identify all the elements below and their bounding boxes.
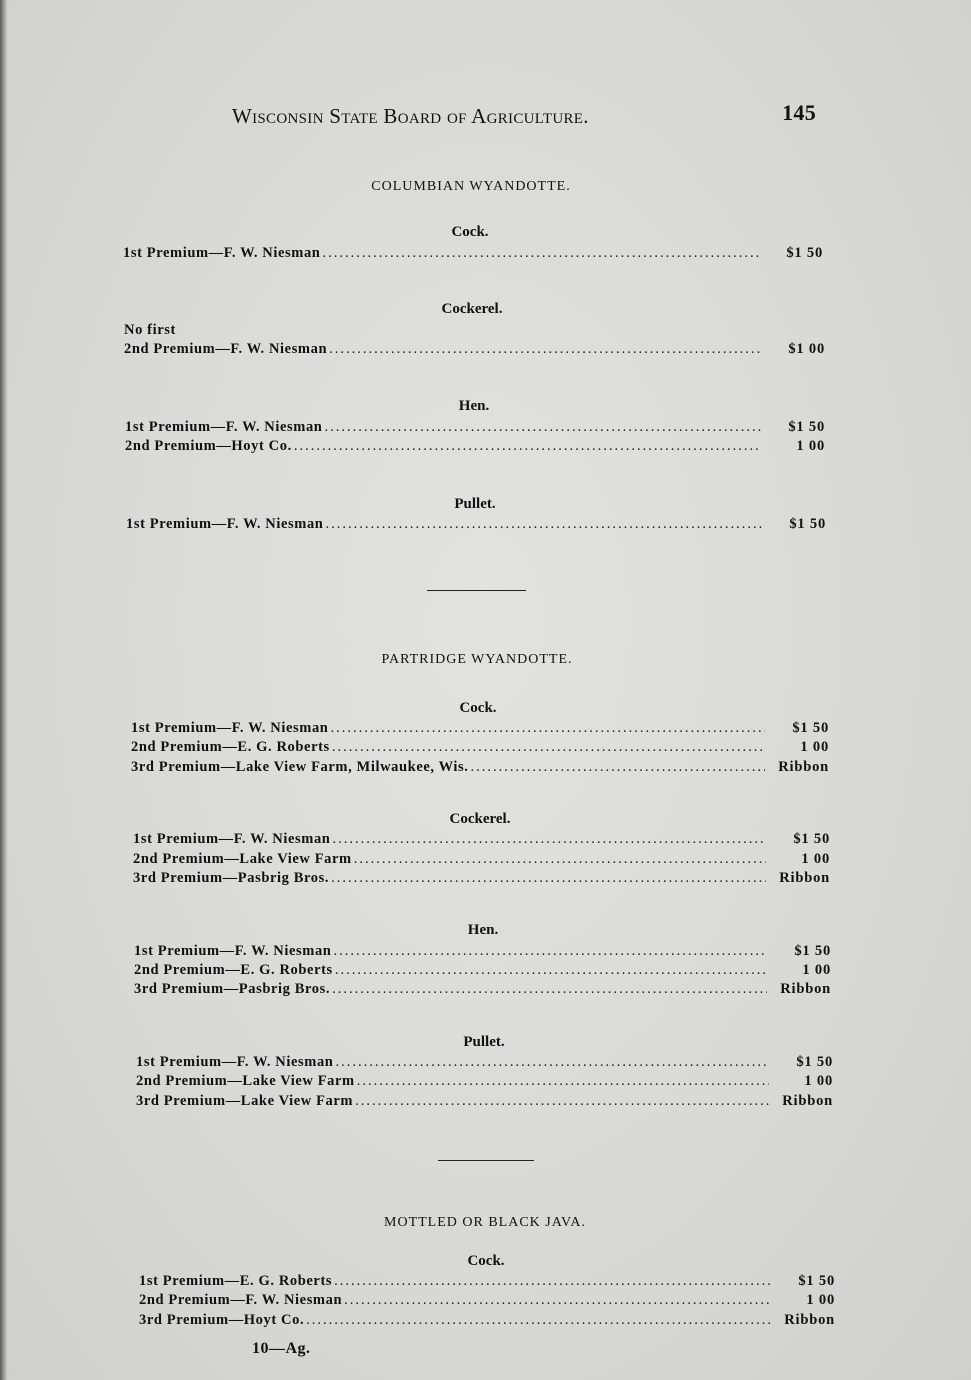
entry-label: 2nd Premium—F. W. Niesman bbox=[139, 1292, 343, 1308]
entry-amount: Ribbon bbox=[782, 1093, 833, 1109]
entry-label: 2nd Premium—Hoyt Co. bbox=[125, 438, 292, 454]
entry-label: 2nd Premium—E. G. Roberts bbox=[131, 739, 330, 755]
class-heading-cockerel: Cockerel. bbox=[449, 811, 511, 827]
dot-leader bbox=[325, 516, 762, 533]
premium-entry bbox=[133, 870, 830, 890]
entry-amount: 1 00 bbox=[800, 739, 829, 755]
premium-entry bbox=[139, 1312, 835, 1332]
premium-entry bbox=[131, 739, 829, 759]
entry-amount: 1 00 bbox=[802, 962, 831, 978]
premium-entry bbox=[139, 1273, 835, 1293]
premium-entry bbox=[131, 720, 829, 740]
premium-entry bbox=[133, 851, 830, 871]
entry-amount: $1 50 bbox=[792, 720, 829, 736]
entry-amount: $1 50 bbox=[796, 1054, 833, 1070]
premium-entry bbox=[133, 831, 830, 851]
premium-entry bbox=[134, 962, 831, 982]
entry-label: 3rd Premium—Lake View Farm bbox=[136, 1093, 354, 1109]
entry-amount: $1 50 bbox=[788, 419, 825, 435]
entry-label: 1st Premium—F. W. Niesman bbox=[126, 516, 324, 532]
class-heading-hen: Hen. bbox=[467, 922, 499, 938]
running-head bbox=[232, 100, 822, 134]
entry-amount: Ribbon bbox=[784, 1312, 835, 1328]
dot-leader bbox=[294, 438, 761, 455]
entry-amount: 1 00 bbox=[806, 1292, 835, 1308]
dot-leader bbox=[335, 962, 767, 979]
entry-amount: Ribbon bbox=[779, 870, 830, 886]
dot-leader bbox=[332, 739, 765, 756]
entry-amount: 1 00 bbox=[796, 438, 825, 454]
premium-entry bbox=[124, 341, 825, 361]
dot-leader bbox=[355, 1093, 769, 1110]
class-heading-pullet: Pullet. bbox=[463, 1034, 505, 1050]
dot-leader bbox=[354, 851, 766, 868]
entry-amount: Ribbon bbox=[780, 981, 831, 997]
entry-label: 1st Premium—F. W. Niesman bbox=[133, 831, 331, 847]
entry-label: 1st Premium—F. W. Niesman bbox=[131, 720, 329, 736]
premium-entry bbox=[139, 1292, 835, 1312]
dot-leader bbox=[333, 943, 767, 960]
dot-leader bbox=[335, 1054, 769, 1071]
class-heading-cock: Cock. bbox=[451, 224, 489, 240]
entry-amount: 1 00 bbox=[804, 1073, 833, 1089]
dot-leader bbox=[332, 831, 766, 848]
class-heading-cock: Cock. bbox=[467, 1253, 505, 1269]
section-divider bbox=[438, 1160, 534, 1161]
entry-label: 2nd Premium—Lake View Farm bbox=[136, 1073, 355, 1089]
dot-leader bbox=[324, 419, 761, 436]
dot-leader bbox=[334, 1273, 771, 1290]
running-head-title: Wisconsin State Board of Agriculture. bbox=[232, 104, 589, 128]
entry-label: 3rd Premium—Hoyt Co. bbox=[139, 1312, 305, 1328]
premium-entry bbox=[136, 1073, 833, 1093]
dot-leader bbox=[330, 720, 765, 737]
premium-entry bbox=[123, 245, 823, 265]
premium-entry bbox=[131, 759, 829, 779]
class-heading-pullet: Pullet. bbox=[454, 496, 496, 512]
entry-amount: $1 50 bbox=[798, 1273, 835, 1289]
premium-entry bbox=[136, 1054, 833, 1074]
section-title-partridge-wyandotte: PARTRIDGE WYANDOTTE. bbox=[381, 652, 573, 667]
signature-mark: 10—Ag. bbox=[252, 1340, 311, 1357]
class-heading-hen: Hen. bbox=[458, 398, 490, 414]
book-spine-shadow bbox=[0, 0, 8, 1380]
section-divider bbox=[427, 590, 526, 591]
section-title-columbian-wyandotte: COLUMBIAN WYANDOTTE. bbox=[371, 179, 571, 194]
dot-leader bbox=[332, 981, 767, 998]
entry-label: 1st Premium—F. W. Niesman bbox=[125, 419, 323, 435]
entry-label: 1st Premium—F. W. Niesman bbox=[134, 943, 332, 959]
no-first-note: No first bbox=[124, 322, 176, 338]
dot-leader bbox=[357, 1073, 769, 1090]
dot-leader bbox=[471, 759, 765, 776]
dot-leader bbox=[344, 1292, 771, 1309]
premium-entry bbox=[125, 419, 825, 439]
entry-amount: Ribbon bbox=[778, 759, 829, 775]
premium-entry bbox=[134, 981, 831, 1001]
class-heading-cockerel: Cockerel. bbox=[441, 301, 503, 317]
entry-label: 2nd Premium—Lake View Farm bbox=[133, 851, 352, 867]
premium-entry bbox=[136, 1093, 833, 1113]
entry-amount: $1 50 bbox=[789, 516, 826, 532]
class-heading-cock: Cock. bbox=[459, 700, 497, 716]
dot-leader bbox=[329, 341, 761, 358]
entry-label: 3rd Premium—Pasbrig Bros. bbox=[133, 870, 330, 886]
entry-label: 1st Premium—F. W. Niesman bbox=[136, 1054, 334, 1070]
entry-amount: $1 00 bbox=[788, 341, 825, 357]
entry-label: 2nd Premium—F. W. Niesman bbox=[124, 341, 328, 357]
section-title-mottled-or-black-java: MOTTLED OR BLACK JAVA. bbox=[384, 1215, 586, 1230]
dot-leader bbox=[331, 870, 766, 887]
entry-amount: $1 50 bbox=[793, 831, 830, 847]
page-number: 145 bbox=[782, 100, 816, 125]
entry-label: 2nd Premium—E. G. Roberts bbox=[134, 962, 333, 978]
dot-leader bbox=[306, 1312, 771, 1329]
entry-label: 1st Premium—E. G. Roberts bbox=[139, 1273, 333, 1289]
premium-entry bbox=[126, 516, 826, 536]
entry-amount: $1 50 bbox=[794, 943, 831, 959]
entry-amount: 1 00 bbox=[801, 851, 830, 867]
entry-amount: $1 50 bbox=[786, 245, 823, 261]
dot-leader bbox=[322, 245, 759, 262]
premium-entry bbox=[134, 943, 831, 963]
entry-label: 3rd Premium—Pasbrig Bros. bbox=[134, 981, 331, 997]
entry-label: 1st Premium—F. W. Niesman bbox=[123, 245, 321, 261]
entry-label: 3rd Premium—Lake View Farm, Milwaukee, Wis. bbox=[131, 759, 469, 775]
premium-entry bbox=[125, 438, 825, 458]
